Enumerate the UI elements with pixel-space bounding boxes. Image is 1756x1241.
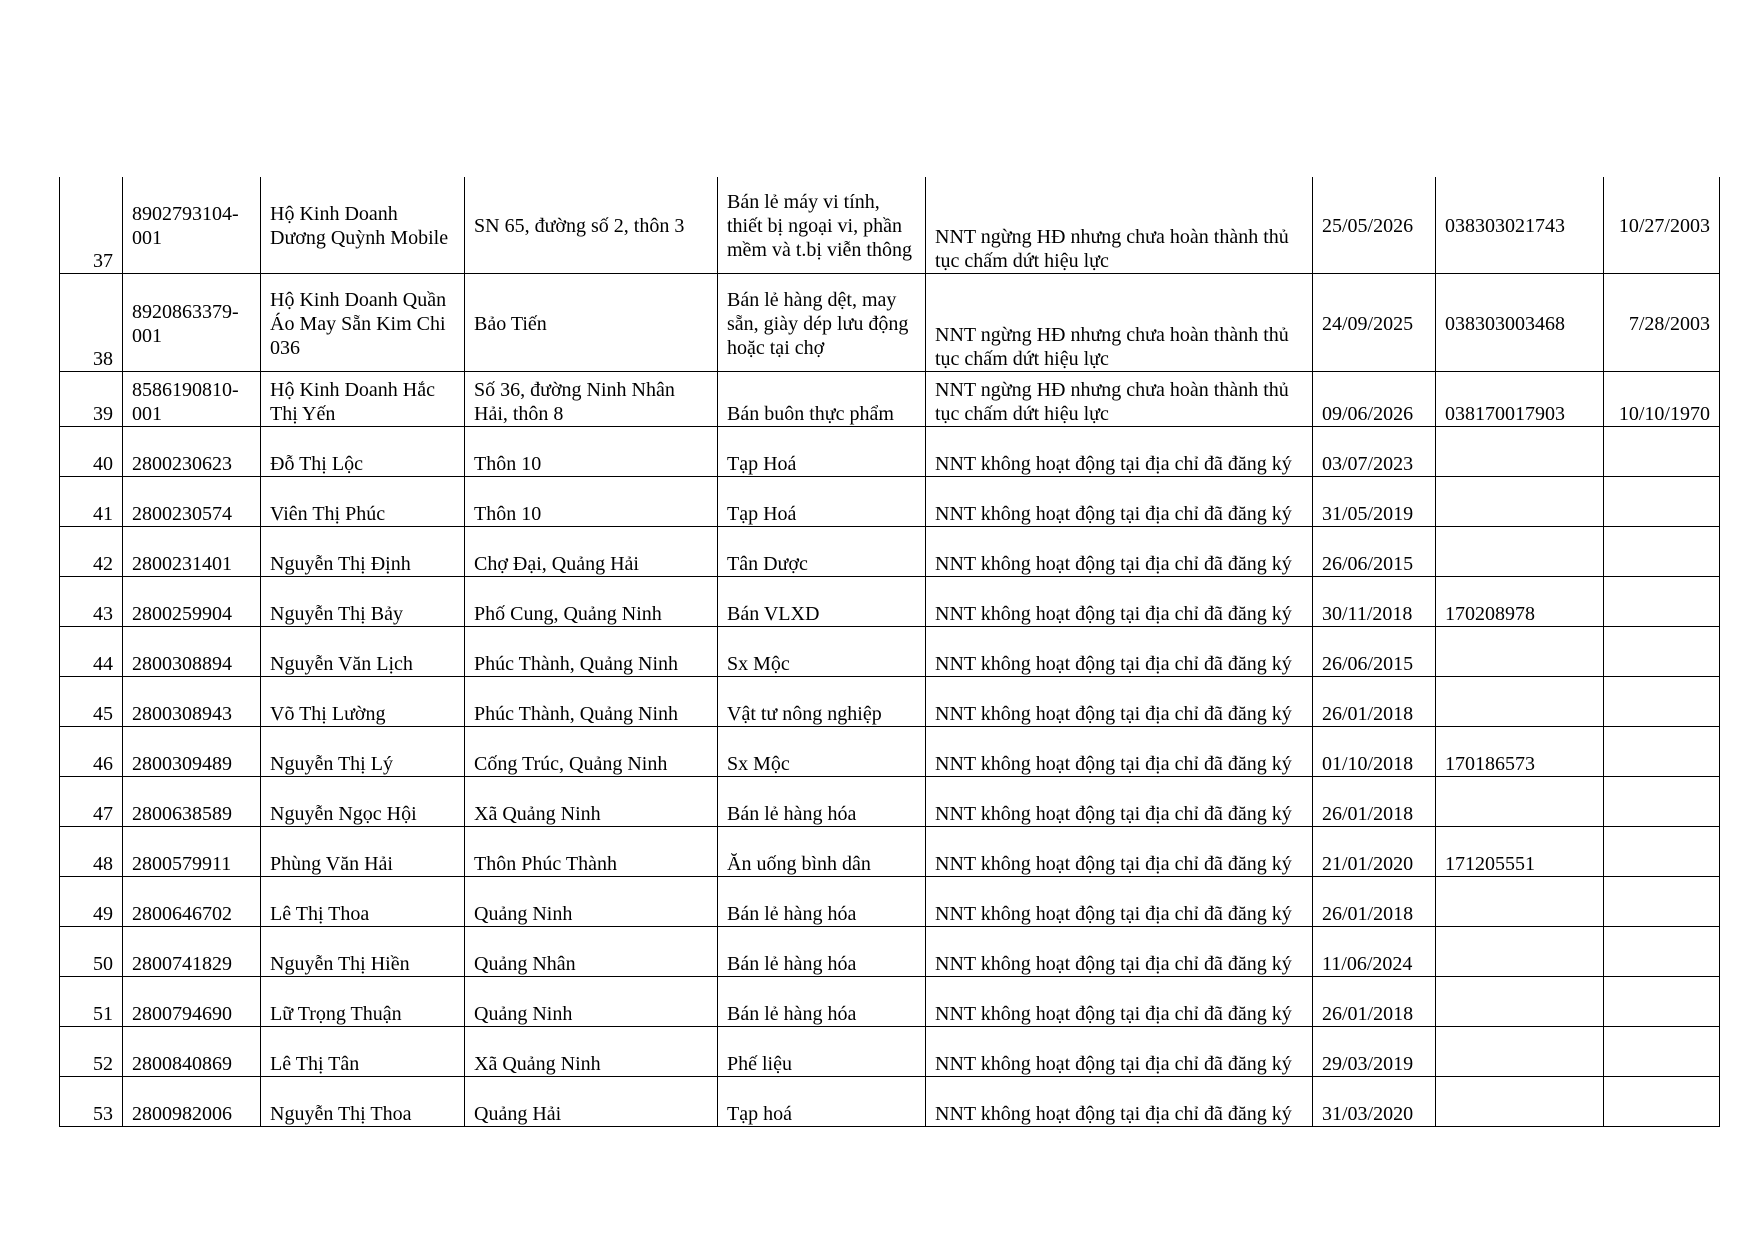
tax-code: 2800230623 <box>123 427 261 477</box>
row-number: 51 <box>60 977 123 1027</box>
row-number: 39 <box>60 372 123 427</box>
taxpayer-status: NNT ngừng HĐ nhưng chưa hoàn thành thủ tục chấm dứt hiệu lực <box>926 177 1313 274</box>
business-address: Xã Quảng Ninh <box>465 1027 718 1077</box>
business-line: Sx Mộc <box>718 727 926 777</box>
tax-code: 2800230574 <box>123 477 261 527</box>
business-line: Bán lẻ hàng hóa <box>718 927 926 977</box>
id-number: 171205551 <box>1436 827 1604 877</box>
taxpayer-status: NNT không hoạt động tại địa chỉ đã đăng ký <box>926 627 1313 677</box>
tax-code: 8586190810-001 <box>123 372 261 427</box>
row-number: 45 <box>60 677 123 727</box>
business-address: Phúc Thành, Quảng Ninh <box>465 677 718 727</box>
taxpayer-status: NNT ngừng HĐ nhưng chưa hoàn thành thủ tục chấm dứt hiệu lực <box>926 372 1313 427</box>
id-number: 170186573 <box>1436 727 1604 777</box>
business-address: Thôn Phúc Thành <box>465 827 718 877</box>
tax-code: 8902793104-001 <box>123 177 261 274</box>
status-date: 31/03/2020 <box>1313 1077 1436 1127</box>
id-number <box>1436 1027 1604 1077</box>
business-address: Thôn 10 <box>465 477 718 527</box>
taxpayer-name: Võ Thị Lường <box>261 677 465 727</box>
table-row <box>60 827 1720 877</box>
tax-code: 2800982006 <box>123 1077 261 1127</box>
id-number <box>1436 527 1604 577</box>
row-number: 43 <box>60 577 123 627</box>
taxpayer-name: Lữ Trọng Thuận <box>261 977 465 1027</box>
id-number <box>1436 977 1604 1027</box>
business-line: Bán lẻ hàng dệt, may sẵn, giày dép lưu động hoặc tại chợ <box>718 274 926 372</box>
id-number <box>1436 477 1604 527</box>
status-date: 29/03/2019 <box>1313 1027 1436 1077</box>
taxpayer-name: Hộ Kinh Doanh Hắc Thị Yến <box>261 372 465 427</box>
table-row <box>60 274 1720 372</box>
status-date: 03/07/2023 <box>1313 427 1436 477</box>
table-row <box>60 1077 1720 1127</box>
status-date: 21/01/2020 <box>1313 827 1436 877</box>
date-of-birth: 10/27/2003 <box>1604 177 1720 274</box>
id-number: 038303021743 <box>1436 177 1604 274</box>
business-address: Quảng Hải <box>465 1077 718 1127</box>
business-line: Sx Mộc <box>718 627 926 677</box>
tax-code: 2800741829 <box>123 927 261 977</box>
taxpayer-name: Hộ Kinh Doanh Dương Quỳnh Mobile <box>261 177 465 274</box>
date-of-birth <box>1604 977 1720 1027</box>
taxpayer-name: Nguyễn Thị Lý <box>261 727 465 777</box>
tax-code: 2800646702 <box>123 877 261 927</box>
business-line: Bán lẻ hàng hóa <box>718 777 926 827</box>
business-address: Quảng Nhân <box>465 927 718 977</box>
date-of-birth <box>1604 527 1720 577</box>
table-row <box>60 877 1720 927</box>
taxpayer-status: NNT không hoạt động tại địa chỉ đã đăng ký <box>926 977 1313 1027</box>
business-line: Tân Dược <box>718 527 926 577</box>
business-line: Bán buôn thực phẩm <box>718 372 926 427</box>
table-row <box>60 427 1720 477</box>
taxpayer-status: NNT không hoạt động tại địa chỉ đã đăng ký <box>926 827 1313 877</box>
date-of-birth <box>1604 477 1720 527</box>
table-row <box>60 777 1720 827</box>
status-date: 26/01/2018 <box>1313 777 1436 827</box>
status-date: 30/11/2018 <box>1313 577 1436 627</box>
business-line: Phế liệu <box>718 1027 926 1077</box>
table-row <box>60 727 1720 777</box>
id-number: 038170017903 <box>1436 372 1604 427</box>
table-row <box>60 927 1720 977</box>
row-number: 42 <box>60 527 123 577</box>
business-line: Bán lẻ hàng hóa <box>718 977 926 1027</box>
status-date: 11/06/2024 <box>1313 927 1436 977</box>
id-number <box>1436 427 1604 477</box>
taxpayer-name: Phùng Văn Hải <box>261 827 465 877</box>
taxpayer-table <box>59 177 1720 1127</box>
business-line: Tạp hoá <box>718 1077 926 1127</box>
date-of-birth <box>1604 577 1720 627</box>
taxpayer-status: NNT không hoạt động tại địa chỉ đã đăng ký <box>926 427 1313 477</box>
row-number: 37 <box>60 177 123 274</box>
business-line: Tạp Hoá <box>718 427 926 477</box>
business-line: Bán lẻ máy vi tính, thiết bị ngoại vi, phần mềm và t.bị viễn thông <box>718 177 926 274</box>
taxpayer-status: NNT không hoạt động tại địa chỉ đã đăng ký <box>926 527 1313 577</box>
id-number <box>1436 877 1604 927</box>
tax-code: 2800231401 <box>123 527 261 577</box>
date-of-birth <box>1604 727 1720 777</box>
id-number <box>1436 927 1604 977</box>
business-line: Bán VLXD <box>718 577 926 627</box>
table-row <box>60 477 1720 527</box>
business-line: Vật tư nông nghiệp <box>718 677 926 727</box>
business-line: Bán lẻ hàng hóa <box>718 877 926 927</box>
row-number: 52 <box>60 1027 123 1077</box>
row-number: 47 <box>60 777 123 827</box>
tax-code: 2800840869 <box>123 1027 261 1077</box>
taxpayer-status: NNT không hoạt động tại địa chỉ đã đăng ký <box>926 1027 1313 1077</box>
business-address: Chợ Đại, Quảng Hải <box>465 527 718 577</box>
date-of-birth <box>1604 777 1720 827</box>
business-line: Tạp Hoá <box>718 477 926 527</box>
business-line: Ăn uống bình dân <box>718 827 926 877</box>
id-number <box>1436 677 1604 727</box>
tax-code: 2800794690 <box>123 977 261 1027</box>
row-number: 48 <box>60 827 123 877</box>
taxpayer-status: NNT không hoạt động tại địa chỉ đã đăng ký <box>926 477 1313 527</box>
date-of-birth <box>1604 927 1720 977</box>
taxpayer-name: Đỗ Thị Lộc <box>261 427 465 477</box>
business-address: Thôn 10 <box>465 427 718 477</box>
business-address: SN 65, đường số 2, thôn 3 <box>465 177 718 274</box>
taxpayer-name: Nguyễn Thị Thoa <box>261 1077 465 1127</box>
id-number <box>1436 1077 1604 1127</box>
row-number: 49 <box>60 877 123 927</box>
status-date: 25/05/2026 <box>1313 177 1436 274</box>
status-date: 26/01/2018 <box>1313 677 1436 727</box>
tax-code: 8920863379-001 <box>123 274 261 372</box>
table-row <box>60 527 1720 577</box>
date-of-birth: 7/28/2003 <box>1604 274 1720 372</box>
taxpayer-name: Nguyễn Văn Lịch <box>261 627 465 677</box>
date-of-birth <box>1604 427 1720 477</box>
status-date: 26/06/2015 <box>1313 627 1436 677</box>
row-number: 50 <box>60 927 123 977</box>
table-row <box>60 372 1720 427</box>
tax-code: 2800308943 <box>123 677 261 727</box>
status-date: 09/06/2026 <box>1313 372 1436 427</box>
date-of-birth: 10/10/1970 <box>1604 372 1720 427</box>
taxpayer-name: Nguyễn Thị Hiền <box>261 927 465 977</box>
taxpayer-name: Viên Thị Phúc <box>261 477 465 527</box>
tax-code: 2800638589 <box>123 777 261 827</box>
business-address: Phúc Thành, Quảng Ninh <box>465 627 718 677</box>
date-of-birth <box>1604 627 1720 677</box>
date-of-birth <box>1604 827 1720 877</box>
business-address: Quảng Ninh <box>465 877 718 927</box>
table-row <box>60 677 1720 727</box>
date-of-birth <box>1604 677 1720 727</box>
status-date: 24/09/2025 <box>1313 274 1436 372</box>
date-of-birth <box>1604 877 1720 927</box>
status-date: 26/06/2015 <box>1313 527 1436 577</box>
status-date: 31/05/2019 <box>1313 477 1436 527</box>
taxpayer-name: Lê Thị Tân <box>261 1027 465 1077</box>
taxpayer-name: Hộ Kinh Doanh Quần Áo May Sẵn Kim Chi 036 <box>261 274 465 372</box>
taxpayer-name: Nguyễn Ngọc Hội <box>261 777 465 827</box>
taxpayer-status: NNT không hoạt động tại địa chỉ đã đăng ký <box>926 877 1313 927</box>
taxpayer-name: Nguyễn Thị Bảy <box>261 577 465 627</box>
tax-code: 2800579911 <box>123 827 261 877</box>
taxpayer-name: Nguyễn Thị Định <box>261 527 465 577</box>
date-of-birth <box>1604 1027 1720 1077</box>
table-row <box>60 577 1720 627</box>
taxpayer-status: NNT không hoạt động tại địa chỉ đã đăng ký <box>926 927 1313 977</box>
status-date: 26/01/2018 <box>1313 977 1436 1027</box>
date-of-birth <box>1604 1077 1720 1127</box>
row-number: 44 <box>60 627 123 677</box>
taxpayer-status: NNT không hoạt động tại địa chỉ đã đăng ký <box>926 677 1313 727</box>
id-number: 038303003468 <box>1436 274 1604 372</box>
taxpayer-status: NNT không hoạt động tại địa chỉ đã đăng ký <box>926 777 1313 827</box>
taxpayer-status: NNT không hoạt động tại địa chỉ đã đăng ký <box>926 577 1313 627</box>
row-number: 38 <box>60 274 123 372</box>
row-number: 40 <box>60 427 123 477</box>
table-row <box>60 977 1720 1027</box>
business-address: Xã Quảng Ninh <box>465 777 718 827</box>
business-address: Quảng Ninh <box>465 977 718 1027</box>
id-number: 170208978 <box>1436 577 1604 627</box>
business-address: Phố Cung, Quảng Ninh <box>465 577 718 627</box>
row-number: 41 <box>60 477 123 527</box>
row-number: 46 <box>60 727 123 777</box>
id-number <box>1436 627 1604 677</box>
row-number: 53 <box>60 1077 123 1127</box>
taxpayer-name: Lê Thị Thoa <box>261 877 465 927</box>
taxpayer-status: NNT ngừng HĐ nhưng chưa hoàn thành thủ tục chấm dứt hiệu lực <box>926 274 1313 372</box>
tax-code: 2800308894 <box>123 627 261 677</box>
status-date: 01/10/2018 <box>1313 727 1436 777</box>
table-row <box>60 627 1720 677</box>
business-address: Bảo Tiến <box>465 274 718 372</box>
taxpayer-status: NNT không hoạt động tại địa chỉ đã đăng ký <box>926 727 1313 777</box>
id-number <box>1436 777 1604 827</box>
tax-code: 2800259904 <box>123 577 261 627</box>
taxpayer-status: NNT không hoạt động tại địa chỉ đã đăng ký <box>926 1077 1313 1127</box>
table-row <box>60 1027 1720 1077</box>
tax-code: 2800309489 <box>123 727 261 777</box>
business-address: Cống Trúc, Quảng Ninh <box>465 727 718 777</box>
business-address: Số 36, đường Ninh Nhân Hải, thôn 8 <box>465 372 718 427</box>
status-date: 26/01/2018 <box>1313 877 1436 927</box>
table-row <box>60 177 1720 274</box>
